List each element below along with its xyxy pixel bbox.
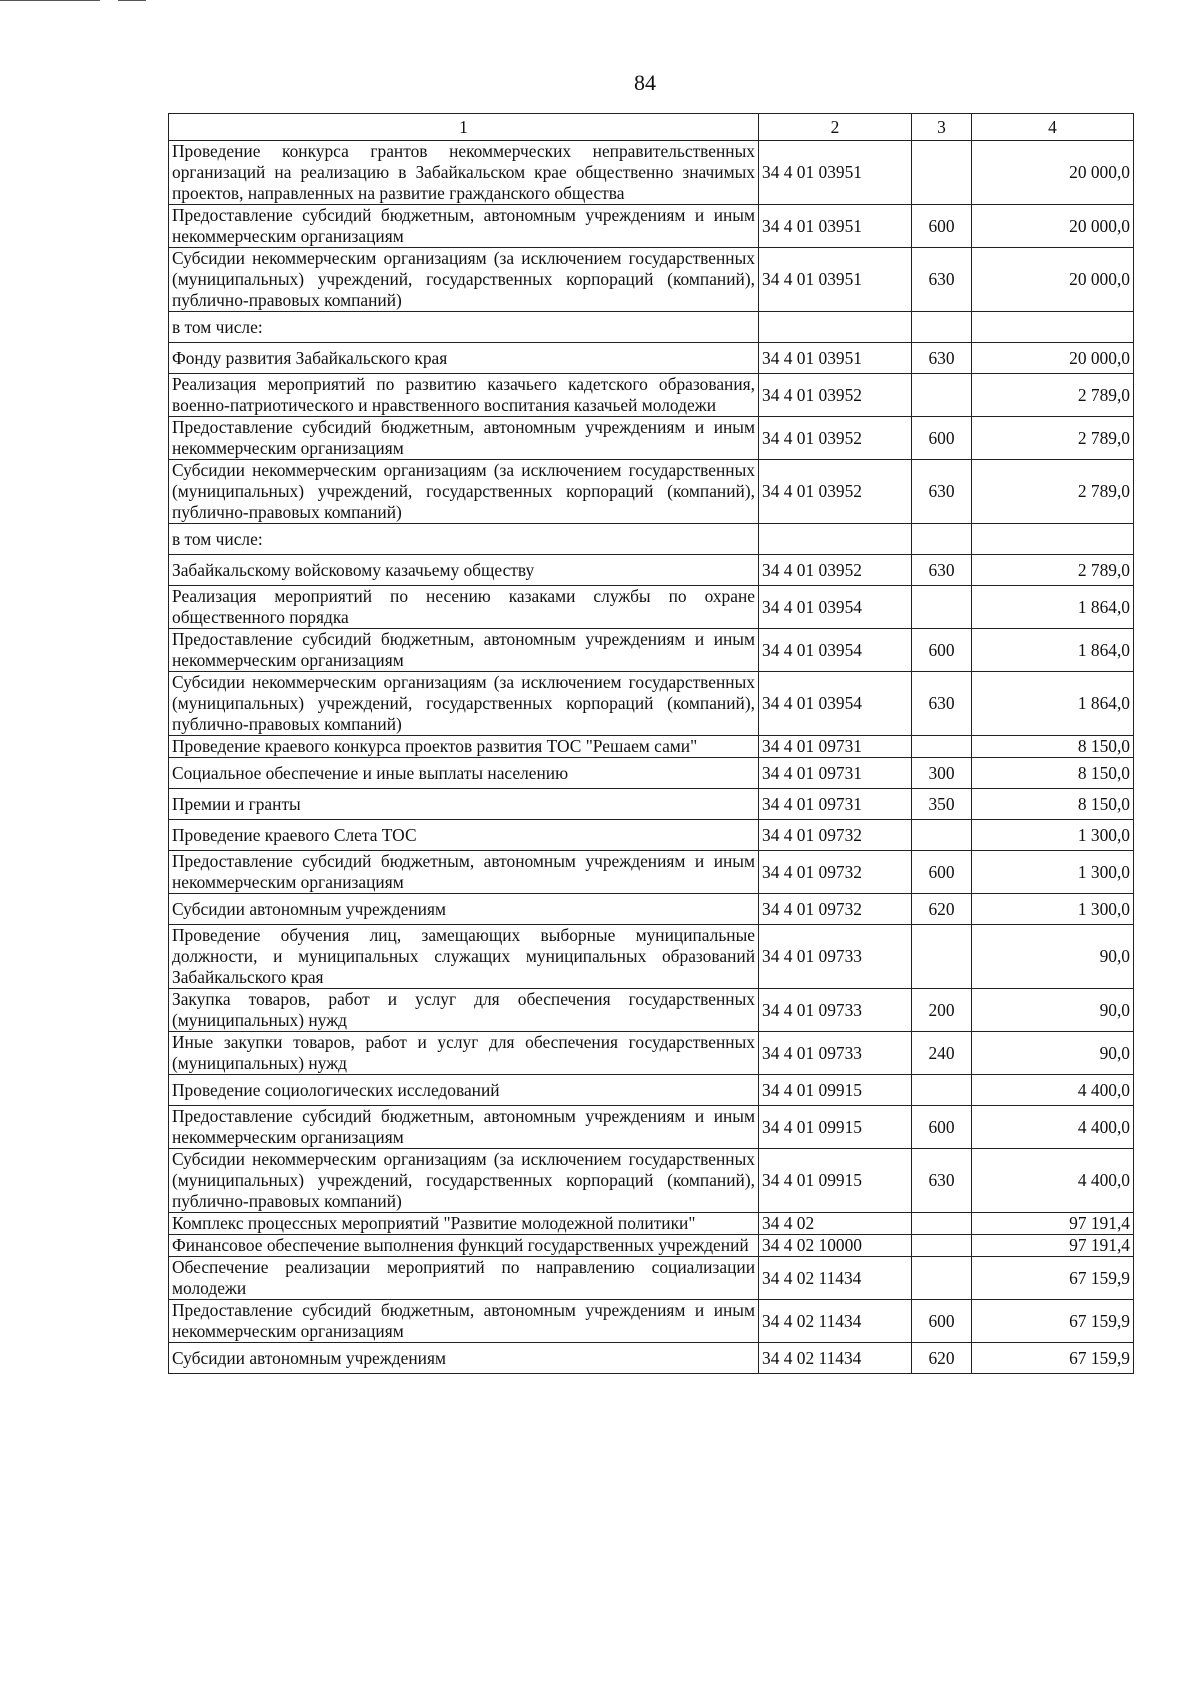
row-expense-type-cell (912, 1235, 972, 1257)
row-expense-type-cell (912, 736, 972, 758)
row-code-cell: 34 4 01 03954 (759, 672, 912, 736)
row-description-cell: Премии и гранты (169, 789, 759, 820)
row-amount-cell: 67 159,9 (972, 1300, 1134, 1343)
row-description-cell: Социальное обеспечение и иные выплаты населению (169, 758, 759, 789)
row-description-cell: в том числе: (169, 524, 759, 555)
table-row (169, 758, 1134, 789)
row-description-cell: Субсидии автономным учреждениям (169, 1343, 759, 1374)
table-row (169, 672, 1134, 736)
row-amount-cell: 20 000,0 (972, 343, 1134, 374)
row-amount-cell: 8 150,0 (972, 758, 1134, 789)
row-description-cell: Иные закупки товаров, работ и услуг для обеспечения государственных (муниципальных) нужд (169, 1032, 759, 1075)
row-description-cell: Субсидии некоммерческим организациям (за исключением государственных (муниципальных) учреждений, государственных корпораций (компаний), публично-правовых компаний) (169, 460, 759, 524)
row-code-cell: 34 4 01 09733 (759, 925, 912, 989)
row-code-cell: 34 4 01 09915 (759, 1106, 912, 1149)
row-expense-type-cell: 600 (912, 851, 972, 894)
table-row (169, 1213, 1134, 1235)
row-amount-cell: 1 300,0 (972, 820, 1134, 851)
row-code-cell: 34 4 01 09731 (759, 736, 912, 758)
row-amount-cell: 20 000,0 (972, 141, 1134, 205)
row-code-cell: 34 4 01 09915 (759, 1149, 912, 1213)
row-expense-type-cell (912, 312, 972, 343)
row-description-cell: Предоставление субсидий бюджетным, автономным учреждениям и иным некоммерческим организациям (169, 205, 759, 248)
row-code-cell: 34 4 01 03952 (759, 417, 912, 460)
row-amount-cell: 2 789,0 (972, 555, 1134, 586)
row-description-cell: Финансовое обеспечение выполнения функций государственных учреждений (169, 1235, 759, 1257)
row-code-cell: 34 4 01 09733 (759, 989, 912, 1032)
row-expense-type-cell (912, 586, 972, 629)
table-row (169, 1343, 1134, 1374)
row-amount-cell: 90,0 (972, 1032, 1134, 1075)
scan-edge-mark (118, 0, 146, 1)
row-amount-cell: 8 150,0 (972, 736, 1134, 758)
row-expense-type-cell: 200 (912, 989, 972, 1032)
scan-edge-mark (0, 0, 100, 1)
row-amount-cell: 2 789,0 (972, 460, 1134, 524)
row-description-cell: в том числе: (169, 312, 759, 343)
row-code-cell: 34 4 01 09732 (759, 820, 912, 851)
row-description-cell: Закупка товаров, работ и услуг для обеспечения государственных (муниципальных) нужд (169, 989, 759, 1032)
row-description-cell: Обеспечение реализации мероприятий по направлению социализации молодежи (169, 1257, 759, 1300)
row-code-cell: 34 4 01 09733 (759, 1032, 912, 1075)
row-expense-type-cell (912, 1075, 972, 1106)
row-code-cell: 34 4 01 03952 (759, 460, 912, 524)
row-amount-cell: 1 864,0 (972, 629, 1134, 672)
table-row (169, 460, 1134, 524)
row-code-cell: 34 4 01 09915 (759, 1075, 912, 1106)
page-number: 84 (634, 70, 656, 95)
table-row (169, 141, 1134, 205)
table-row (169, 524, 1134, 555)
row-amount-cell: 20 000,0 (972, 205, 1134, 248)
row-expense-type-cell: 600 (912, 205, 972, 248)
row-code-cell (759, 524, 912, 555)
table-row (169, 820, 1134, 851)
row-code-cell: 34 4 01 03954 (759, 629, 912, 672)
row-amount-cell: 4 400,0 (972, 1149, 1134, 1213)
row-amount-cell (972, 312, 1134, 343)
budget-table (168, 113, 1134, 1374)
row-amount-cell: 1 300,0 (972, 851, 1134, 894)
row-amount-cell: 4 400,0 (972, 1106, 1134, 1149)
row-code-cell: 34 4 01 03952 (759, 374, 912, 417)
row-code-cell (759, 312, 912, 343)
row-expense-type-cell: 350 (912, 789, 972, 820)
row-code-cell: 34 4 02 11434 (759, 1257, 912, 1300)
table-row (169, 555, 1134, 586)
row-code-cell: 34 4 01 03951 (759, 205, 912, 248)
table-row (169, 629, 1134, 672)
row-expense-type-cell (912, 820, 972, 851)
table-row (169, 1075, 1134, 1106)
row-code-cell: 34 4 02 11434 (759, 1343, 912, 1374)
row-description-cell: Фонду развития Забайкальского края (169, 343, 759, 374)
row-expense-type-cell: 620 (912, 894, 972, 925)
row-code-cell: 34 4 01 03951 (759, 343, 912, 374)
row-description-cell: Проведение конкурса грантов некоммерческих неправительственных организаций на реализацию в Забайкальском крае общественно значимых проектов, направленных на развитие гражданского общества (169, 141, 759, 205)
row-amount-cell: 67 159,9 (972, 1343, 1134, 1374)
row-expense-type-cell: 630 (912, 672, 972, 736)
table-row (169, 1032, 1134, 1075)
row-code-cell: 34 4 01 09731 (759, 789, 912, 820)
row-amount-cell: 90,0 (972, 989, 1134, 1032)
table-row (169, 312, 1134, 343)
row-amount-cell: 2 789,0 (972, 417, 1134, 460)
row-description-cell: Проведение социологических исследований (169, 1075, 759, 1106)
row-code-cell: 34 4 01 09732 (759, 851, 912, 894)
row-expense-type-cell (912, 1257, 972, 1300)
table-row (169, 248, 1134, 312)
row-description-cell: Предоставление субсидий бюджетным, автономным учреждениям и иным некоммерческим организациям (169, 629, 759, 672)
row-amount-cell: 1 300,0 (972, 894, 1134, 925)
table-row (169, 989, 1134, 1032)
table-row (169, 1235, 1134, 1257)
row-amount-cell: 97 191,4 (972, 1235, 1134, 1257)
row-expense-type-cell: 600 (912, 1300, 972, 1343)
row-expense-type-cell: 240 (912, 1032, 972, 1075)
header-cell-description: 1 (169, 114, 759, 141)
row-expense-type-cell: 630 (912, 248, 972, 312)
row-amount-cell: 4 400,0 (972, 1075, 1134, 1106)
row-description-cell: Предоставление субсидий бюджетным, автономным учреждениям и иным некоммерческим организациям (169, 1106, 759, 1149)
table-row (169, 851, 1134, 894)
table-header-row (169, 114, 1134, 141)
row-amount-cell: 90,0 (972, 925, 1134, 989)
header-cell-code: 2 (759, 114, 912, 141)
row-amount-cell: 8 150,0 (972, 789, 1134, 820)
table-row (169, 1300, 1134, 1343)
table-row (169, 1257, 1134, 1300)
row-expense-type-cell: 630 (912, 460, 972, 524)
row-description-cell: Предоставление субсидий бюджетным, автономным учреждениям и иным некоммерческим организациям (169, 417, 759, 460)
row-code-cell: 34 4 02 (759, 1213, 912, 1235)
row-expense-type-cell (912, 1213, 972, 1235)
table-row (169, 925, 1134, 989)
row-code-cell: 34 4 01 09732 (759, 894, 912, 925)
budget-table-body (169, 114, 1134, 1374)
row-description-cell: Реализация мероприятий по развитию казачьего кадетского образования, военно-патриотического и нравственного воспитания казачьей молодежи (169, 374, 759, 417)
row-amount-cell: 67 159,9 (972, 1257, 1134, 1300)
row-description-cell: Комплекс процессных мероприятий "Развитие молодежной политики" (169, 1213, 759, 1235)
row-code-cell: 34 4 01 03952 (759, 555, 912, 586)
header-cell-expense-type: 3 (912, 114, 972, 141)
table-row (169, 374, 1134, 417)
row-description-cell: Реализация мероприятий по несению казаками службы по охране общественного порядка (169, 586, 759, 629)
table-row (169, 205, 1134, 248)
row-description-cell: Забайкальскому войсковому казачьему обществу (169, 555, 759, 586)
row-amount-cell: 20 000,0 (972, 248, 1134, 312)
row-description-cell: Субсидии некоммерческим организациям (за исключением государственных (муниципальных) учреждений, государственных корпораций (компаний), публично-правовых компаний) (169, 248, 759, 312)
row-description-cell: Проведение краевого конкурса проектов развития ТОС "Решаем сами" (169, 736, 759, 758)
row-description-cell: Субсидии некоммерческим организациям (за исключением государственных (муниципальных) учреждений, государственных корпораций (компаний), публично-правовых компаний) (169, 672, 759, 736)
row-code-cell: 34 4 01 03951 (759, 248, 912, 312)
table-row (169, 894, 1134, 925)
row-expense-type-cell: 630 (912, 1149, 972, 1213)
row-expense-type-cell: 620 (912, 1343, 972, 1374)
row-amount-cell: 1 864,0 (972, 586, 1134, 629)
row-description-cell: Предоставление субсидий бюджетным, автономным учреждениям и иным некоммерческим организациям (169, 1300, 759, 1343)
row-code-cell: 34 4 01 03951 (759, 141, 912, 205)
row-code-cell: 34 4 02 10000 (759, 1235, 912, 1257)
table-row (169, 789, 1134, 820)
row-description-cell: Субсидии автономным учреждениям (169, 894, 759, 925)
row-expense-type-cell: 600 (912, 629, 972, 672)
row-expense-type-cell: 630 (912, 555, 972, 586)
row-description-cell: Проведение обучения лиц, замещающих выборные муниципальные должности, и муниципальных служащих муниципальных образований Забайкальского края (169, 925, 759, 989)
row-description-cell: Субсидии некоммерческим организациям (за исключением государственных (муниципальных) учреждений, государственных корпораций (компаний), публично-правовых компаний) (169, 1149, 759, 1213)
table-row (169, 736, 1134, 758)
row-expense-type-cell (912, 374, 972, 417)
header-cell-amount: 4 (972, 114, 1134, 141)
row-expense-type-cell (912, 141, 972, 205)
row-amount-cell: 97 191,4 (972, 1213, 1134, 1235)
row-amount-cell (972, 524, 1134, 555)
row-expense-type-cell: 300 (912, 758, 972, 789)
row-expense-type-cell: 630 (912, 343, 972, 374)
table-row (169, 417, 1134, 460)
table-row (169, 343, 1134, 374)
row-expense-type-cell (912, 925, 972, 989)
row-code-cell: 34 4 02 11434 (759, 1300, 912, 1343)
row-description-cell: Проведение краевого Слета ТОС (169, 820, 759, 851)
table-row (169, 1149, 1134, 1213)
table-row (169, 1106, 1134, 1149)
row-expense-type-cell: 600 (912, 417, 972, 460)
row-expense-type-cell (912, 524, 972, 555)
row-code-cell: 34 4 01 09731 (759, 758, 912, 789)
row-expense-type-cell: 600 (912, 1106, 972, 1149)
row-amount-cell: 2 789,0 (972, 374, 1134, 417)
row-description-cell: Предоставление субсидий бюджетным, автономным учреждениям и иным некоммерческим организациям (169, 851, 759, 894)
row-code-cell: 34 4 01 03954 (759, 586, 912, 629)
table-row (169, 586, 1134, 629)
row-amount-cell: 1 864,0 (972, 672, 1134, 736)
